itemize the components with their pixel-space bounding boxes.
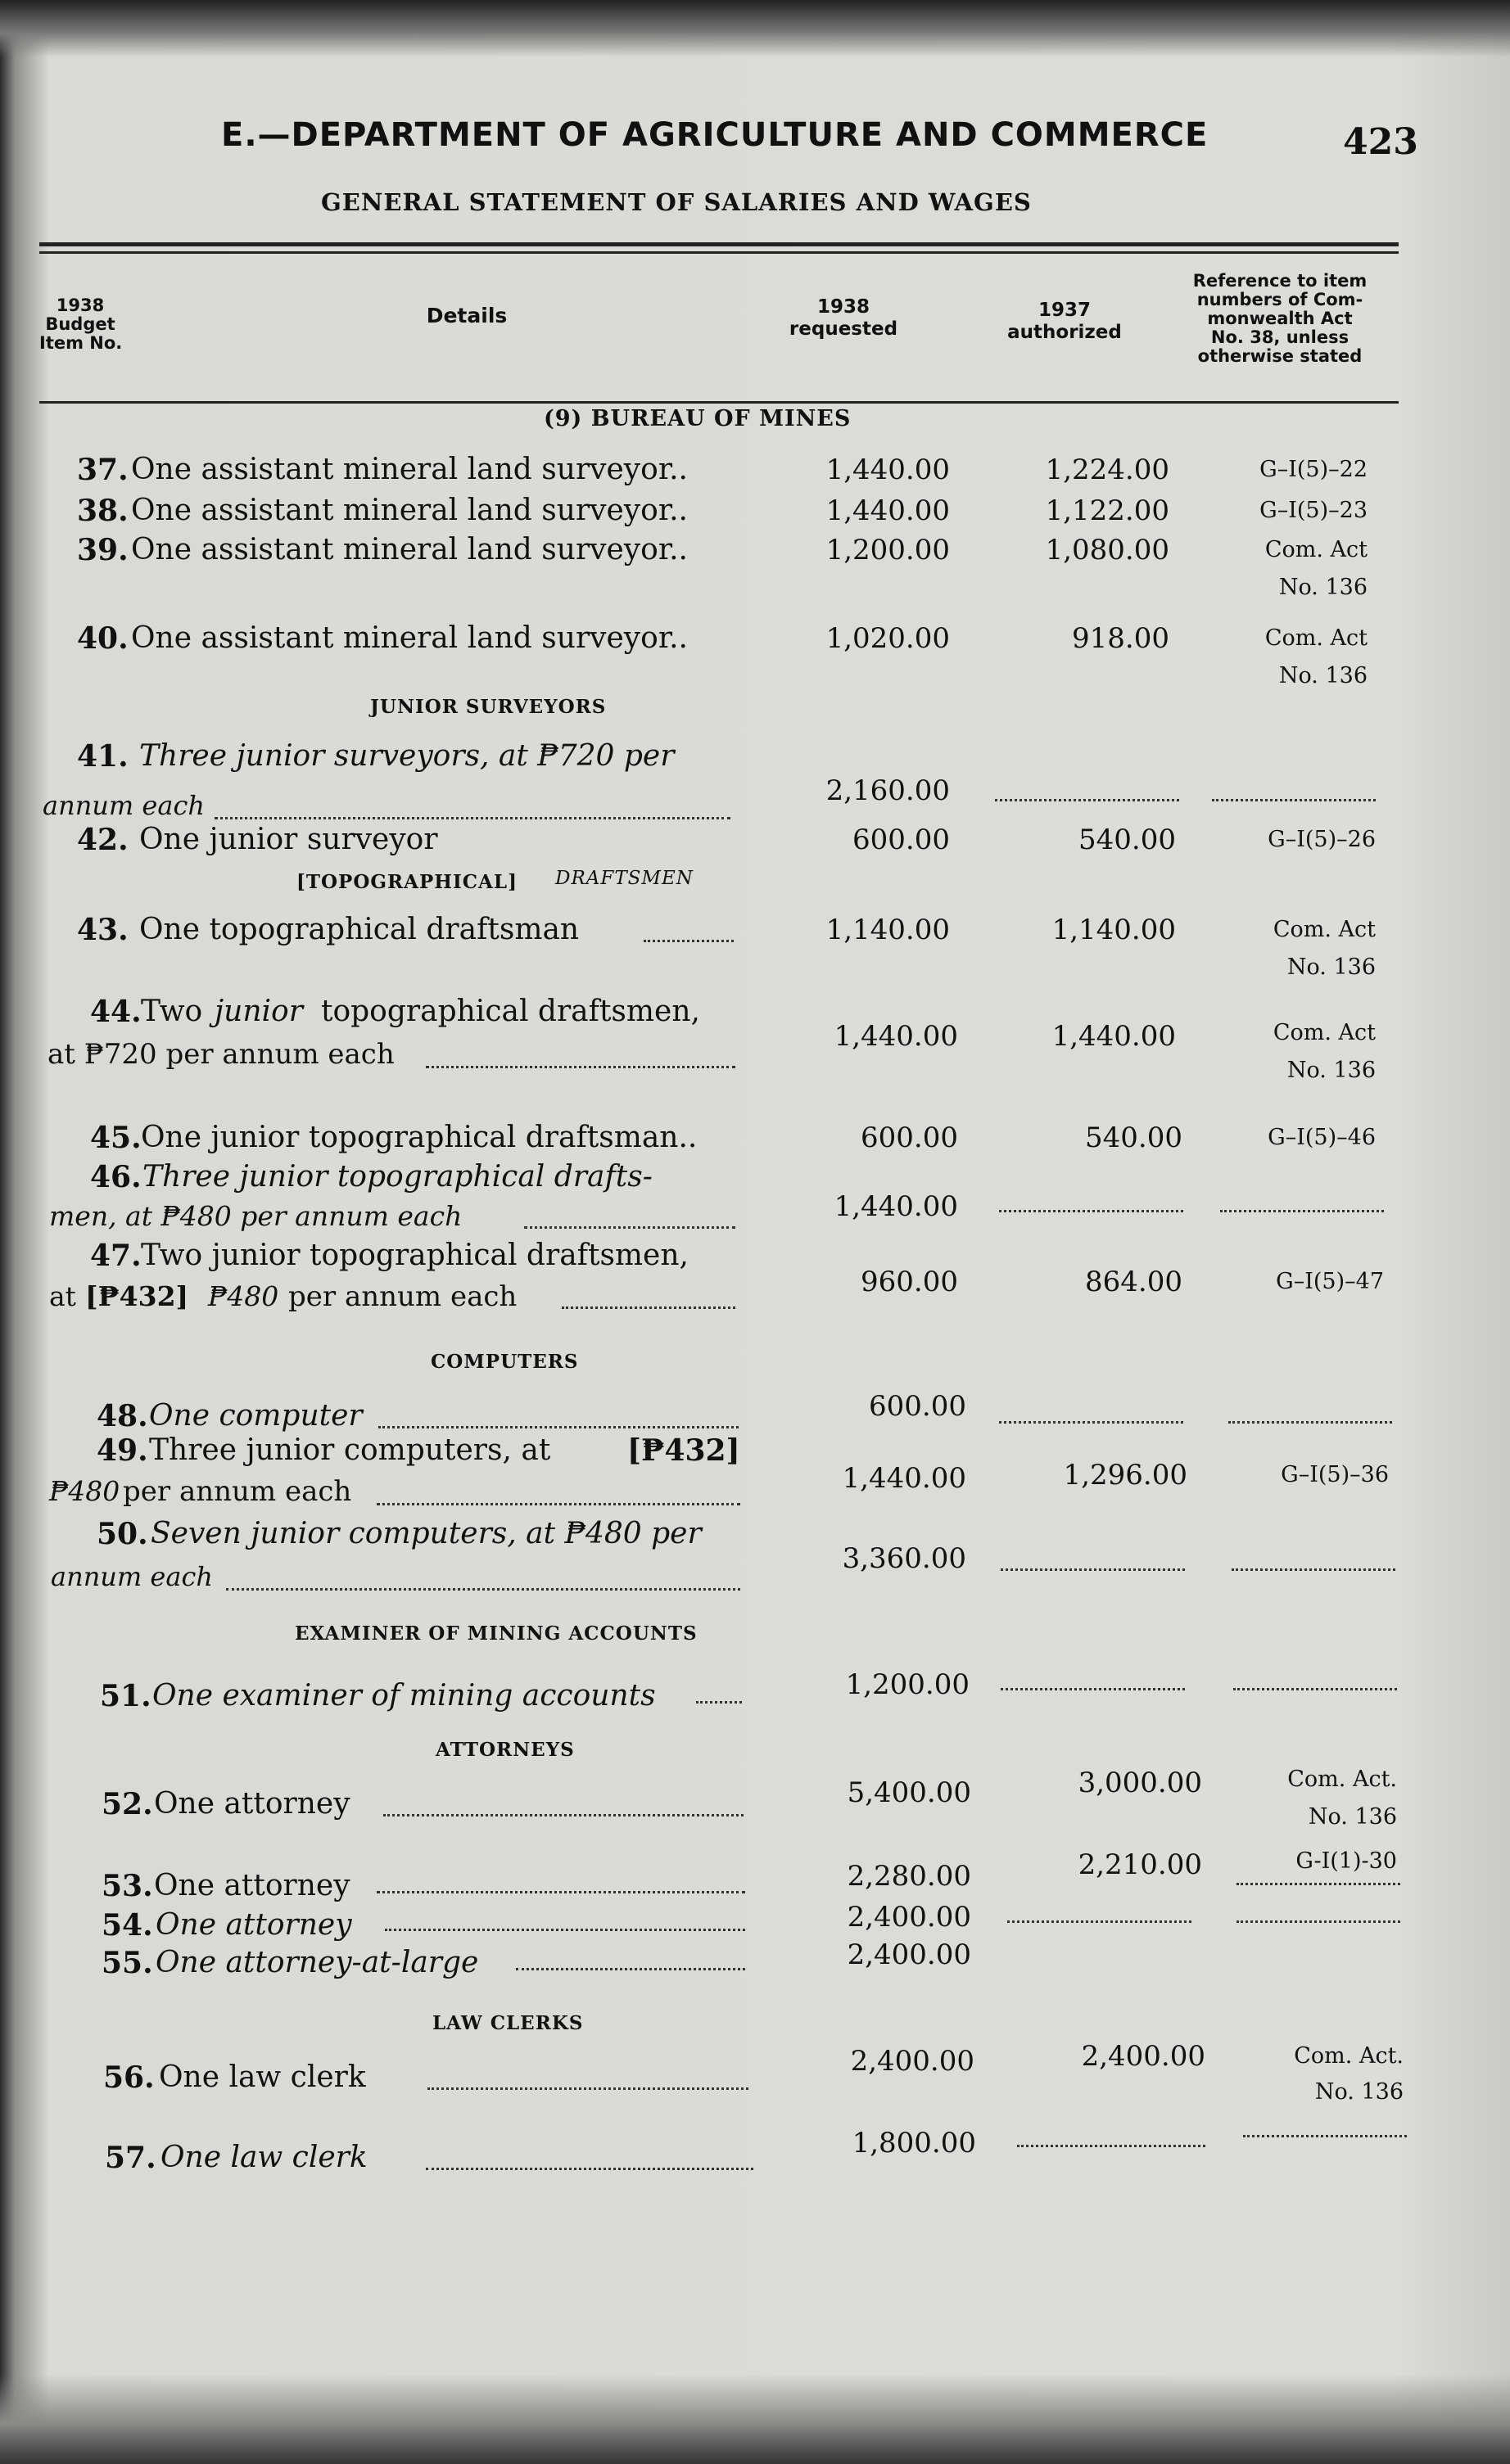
requested-amount: 3,360.00: [842, 1542, 966, 1575]
leader-dots: [1233, 1688, 1397, 1690]
item-number: 56.: [103, 2060, 155, 2095]
item-number: 57.: [105, 2141, 156, 2175]
requested-amount: 960.00: [861, 1266, 958, 1298]
item-number: 43.: [77, 913, 129, 947]
item-number: 39.: [77, 533, 129, 567]
item-details: One computer: [149, 1399, 363, 1433]
item-details: junior: [215, 995, 303, 1028]
reference: Com. Act.: [1294, 2043, 1404, 2069]
page-number: 423: [1343, 121, 1418, 163]
section-law-clerks: LAW CLERKS: [432, 2012, 584, 2034]
reference: G–I(5)–36: [1281, 1462, 1389, 1487]
reference: No. 136: [1286, 1058, 1376, 1083]
item-number: 48.: [97, 1399, 148, 1433]
column-header-requested-line: 1938: [816, 296, 870, 318]
leader-dots: [999, 1421, 1183, 1424]
column-header-item-no-line: Item No.: [39, 333, 123, 353]
page-subtitle: GENERAL STATEMENT OF SALARIES AND WAGES: [321, 188, 1032, 216]
leader-dots: [1243, 2135, 1407, 2137]
leader-dots: [696, 1701, 742, 1704]
section-bureau-of-mines: (9) BUREAU OF MINES: [544, 406, 852, 431]
column-header-requested: [762, 296, 925, 341]
item-details-continued: ₱480: [49, 1475, 120, 1507]
item-number: 45.: [90, 1121, 142, 1155]
item-details: Two junior topographical draftsmen,: [141, 1239, 689, 1272]
item-details-continued: ₱480: [208, 1280, 279, 1312]
item-number: 51.: [100, 1679, 151, 1713]
leader-dots: [995, 799, 1179, 801]
column-header-details: Details: [426, 304, 508, 327]
item-number: 44.: [90, 995, 142, 1029]
bracketed-amount: [₱432]: [85, 1280, 189, 1312]
item-details: One junior topographical draftsman..: [141, 1121, 698, 1154]
reference: Com. Act: [1273, 917, 1376, 942]
item-details: One attorney: [156, 1908, 352, 1942]
authorized-amount: 1,122.00: [1045, 494, 1169, 527]
item-number: 54.: [102, 1908, 153, 1943]
requested-amount: 5,400.00: [847, 1776, 971, 1809]
section-draftsmen-b: DRAFTSMEN: [555, 868, 694, 889]
reference: Com. Act.: [1287, 1767, 1397, 1792]
item-details: Two: [141, 995, 203, 1028]
requested-amount: 1,200.00: [845, 1668, 970, 1701]
item-details: topographical draftsmen,: [321, 995, 700, 1028]
authorized-amount: 2,400.00: [1081, 2040, 1205, 2073]
leader-dots: [427, 2087, 748, 2090]
column-header-reference-line: No. 38, unless: [1210, 327, 1350, 347]
item-number: 46.: [90, 1160, 142, 1194]
authorized-amount: 918.00: [1072, 622, 1169, 655]
requested-amount: 600.00: [861, 1121, 958, 1154]
item-details-continued: per annum each: [123, 1475, 352, 1508]
item-details: Three junior computers, at: [149, 1433, 551, 1467]
section-examiner-of-mining-accounts: EXAMINER OF MINING ACCOUNTS: [295, 1622, 698, 1645]
leader-dots: [524, 1226, 735, 1229]
item-details-continued: at: [49, 1280, 76, 1312]
item-number: 53.: [102, 1869, 153, 1903]
leader-dots: [426, 1066, 735, 1068]
column-header-authorized-line: authorized: [1007, 322, 1122, 343]
column-header-authorized-line: 1937: [1038, 300, 1091, 321]
leader-dots: [516, 1968, 745, 1970]
leader-dots: [644, 940, 734, 942]
requested-amount: 1,020.00: [825, 622, 950, 655]
item-details: One attorney-at-large: [156, 1946, 479, 1979]
item-number: 42.: [77, 823, 129, 857]
leader-dots: [999, 1210, 1183, 1212]
section-computers: COMPUTERS: [431, 1351, 579, 1373]
item-details-continued: per annum each: [288, 1280, 518, 1313]
item-details-continued: annum each: [43, 790, 205, 821]
section-draftsmen-a: [TOPOGRAPHICAL]: [296, 871, 518, 893]
authorized-amount: 540.00: [1078, 824, 1176, 856]
requested-amount: 1,440.00: [834, 1190, 958, 1223]
item-details: One law clerk: [159, 2060, 366, 2094]
authorized-amount: 1,080.00: [1045, 534, 1169, 566]
item-number: 40.: [77, 621, 129, 656]
item-details: One attorney: [154, 1787, 350, 1821]
item-details: One assistant mineral land surveyor..: [131, 494, 688, 527]
reference: No. 136: [1314, 2079, 1404, 2105]
leader-dots: [1232, 1568, 1395, 1571]
requested-amount: 1,440.00: [834, 1020, 958, 1053]
item-details: One assistant mineral land surveyor..: [131, 533, 688, 566]
requested-amount: 1,140.00: [825, 914, 950, 946]
authorized-amount: 2,210.00: [1078, 1848, 1202, 1881]
column-header-authorized: [983, 300, 1146, 344]
leader-dots: [385, 1929, 745, 1931]
leader-dots: [1001, 1688, 1185, 1690]
requested-amount: 600.00: [852, 824, 950, 856]
item-details: One examiner of mining accounts: [152, 1679, 656, 1713]
authorized-amount: 864.00: [1085, 1266, 1182, 1298]
item-number: 50.: [97, 1517, 148, 1551]
leader-dots: [1236, 1883, 1400, 1885]
column-header-requested-line: requested: [789, 318, 898, 340]
reference: Com. Act: [1273, 1020, 1376, 1045]
reference: G–I(5)–26: [1268, 827, 1376, 852]
authorized-amount: 1,224.00: [1045, 454, 1169, 486]
authorized-amount: 3,000.00: [1078, 1767, 1202, 1799]
section-attorneys: ATTORNEYS: [436, 1739, 575, 1761]
leader-dots: [378, 1426, 739, 1428]
reference: G–I(5)–47: [1276, 1269, 1384, 1294]
item-number: 47.: [90, 1239, 142, 1273]
requested-amount: 2,400.00: [847, 1938, 971, 1971]
leader-dots: [377, 1503, 740, 1505]
section-junior-surveyors: JUNIOR SURVEYORS: [370, 696, 607, 718]
item-number: 55.: [102, 1946, 153, 1980]
authorized-amount: 1,140.00: [1051, 914, 1176, 946]
item-details-continued: annum each: [51, 1561, 213, 1592]
item-details: Three junior topographical drafts-: [142, 1160, 653, 1194]
requested-amount: 1,440.00: [825, 494, 950, 527]
item-number: 49.: [97, 1433, 148, 1468]
reference: G–I(5)–22: [1259, 457, 1368, 482]
leader-dots: [426, 2168, 753, 2170]
column-header-reference-line: otherwise stated: [1197, 346, 1363, 366]
item-details: Three junior surveyors, at ₱720 per: [139, 739, 675, 773]
requested-amount: 2,160.00: [825, 774, 950, 807]
item-details: One assistant mineral land surveyor..: [131, 453, 688, 486]
reference: No. 136: [1286, 954, 1376, 980]
leader-dots: [562, 1306, 735, 1309]
leader-dots: [1236, 1920, 1400, 1923]
column-header-reference-line: Reference to item: [1192, 271, 1368, 291]
header-rule-top: [39, 242, 1399, 246]
leader-dots: [1017, 2145, 1205, 2147]
column-header-reference: [1161, 272, 1399, 366]
item-number: 38.: [77, 494, 129, 528]
leader-dots: [1007, 1920, 1191, 1923]
leader-dots: [215, 817, 730, 819]
page-header-title: E.—DEPARTMENT OF AGRICULTURE AND COMMERCE: [221, 116, 1209, 154]
reference: G–I(5)–46: [1268, 1125, 1376, 1150]
item-details: One attorney: [154, 1869, 350, 1902]
header-rule-bottom: [39, 401, 1399, 404]
column-header-item-no: [39, 296, 121, 353]
header-rule-second: [39, 251, 1399, 254]
reference: No. 136: [1278, 663, 1368, 688]
bracketed-amount: [₱432]: [627, 1433, 740, 1468]
item-details-continued: at ₱720 per annum each: [47, 1038, 395, 1071]
item-details: One assistant mineral land surveyor..: [131, 621, 688, 655]
authorized-amount: 1,440.00: [1051, 1020, 1176, 1053]
leader-dots: [1001, 1568, 1185, 1571]
column-header-item-no-line: 1938: [56, 296, 105, 315]
item-details: One topographical draftsman: [139, 913, 580, 946]
leader-dots: [1228, 1421, 1392, 1424]
requested-amount: 600.00: [869, 1390, 966, 1423]
reference: G–I(5)–23: [1259, 498, 1368, 523]
item-number: 37.: [77, 453, 129, 487]
reference: No. 136: [1278, 575, 1368, 600]
item-details: Seven junior computers, at ₱480 per: [151, 1517, 702, 1550]
requested-amount: 1,440.00: [825, 454, 950, 486]
reference: Com. Act: [1264, 537, 1368, 562]
item-details: One junior surveyor: [139, 823, 438, 856]
item-number: 41.: [77, 739, 129, 774]
requested-amount: 2,400.00: [847, 1901, 971, 1934]
reference: G-I(1)-30: [1295, 1848, 1397, 1874]
column-header-reference-line: numbers of Com-: [1196, 290, 1363, 309]
item-details-continued: men, at ₱480 per annum each: [49, 1200, 463, 1232]
leader-dots: [1212, 799, 1376, 801]
requested-amount: 2,280.00: [847, 1860, 971, 1893]
reference: No. 136: [1308, 1804, 1397, 1830]
leader-dots: [226, 1588, 740, 1591]
leader-dots: [383, 1814, 744, 1816]
item-number: 52.: [102, 1787, 153, 1821]
requested-amount: 1,200.00: [825, 534, 950, 566]
leader-dots: [1220, 1210, 1384, 1212]
column-header-item-no-line: Budget: [45, 314, 115, 334]
authorized-amount: 540.00: [1085, 1121, 1182, 1154]
item-details: One law clerk: [160, 2141, 368, 2174]
requested-amount: 2,400.00: [850, 2045, 974, 2078]
requested-amount: 1,800.00: [852, 2127, 976, 2159]
column-header-reference-line: monwealth Act: [1207, 309, 1353, 328]
reference: Com. Act: [1264, 625, 1368, 651]
requested-amount: 1,440.00: [842, 1462, 966, 1495]
authorized-amount: 1,296.00: [1063, 1459, 1187, 1491]
leader-dots: [377, 1891, 745, 1893]
